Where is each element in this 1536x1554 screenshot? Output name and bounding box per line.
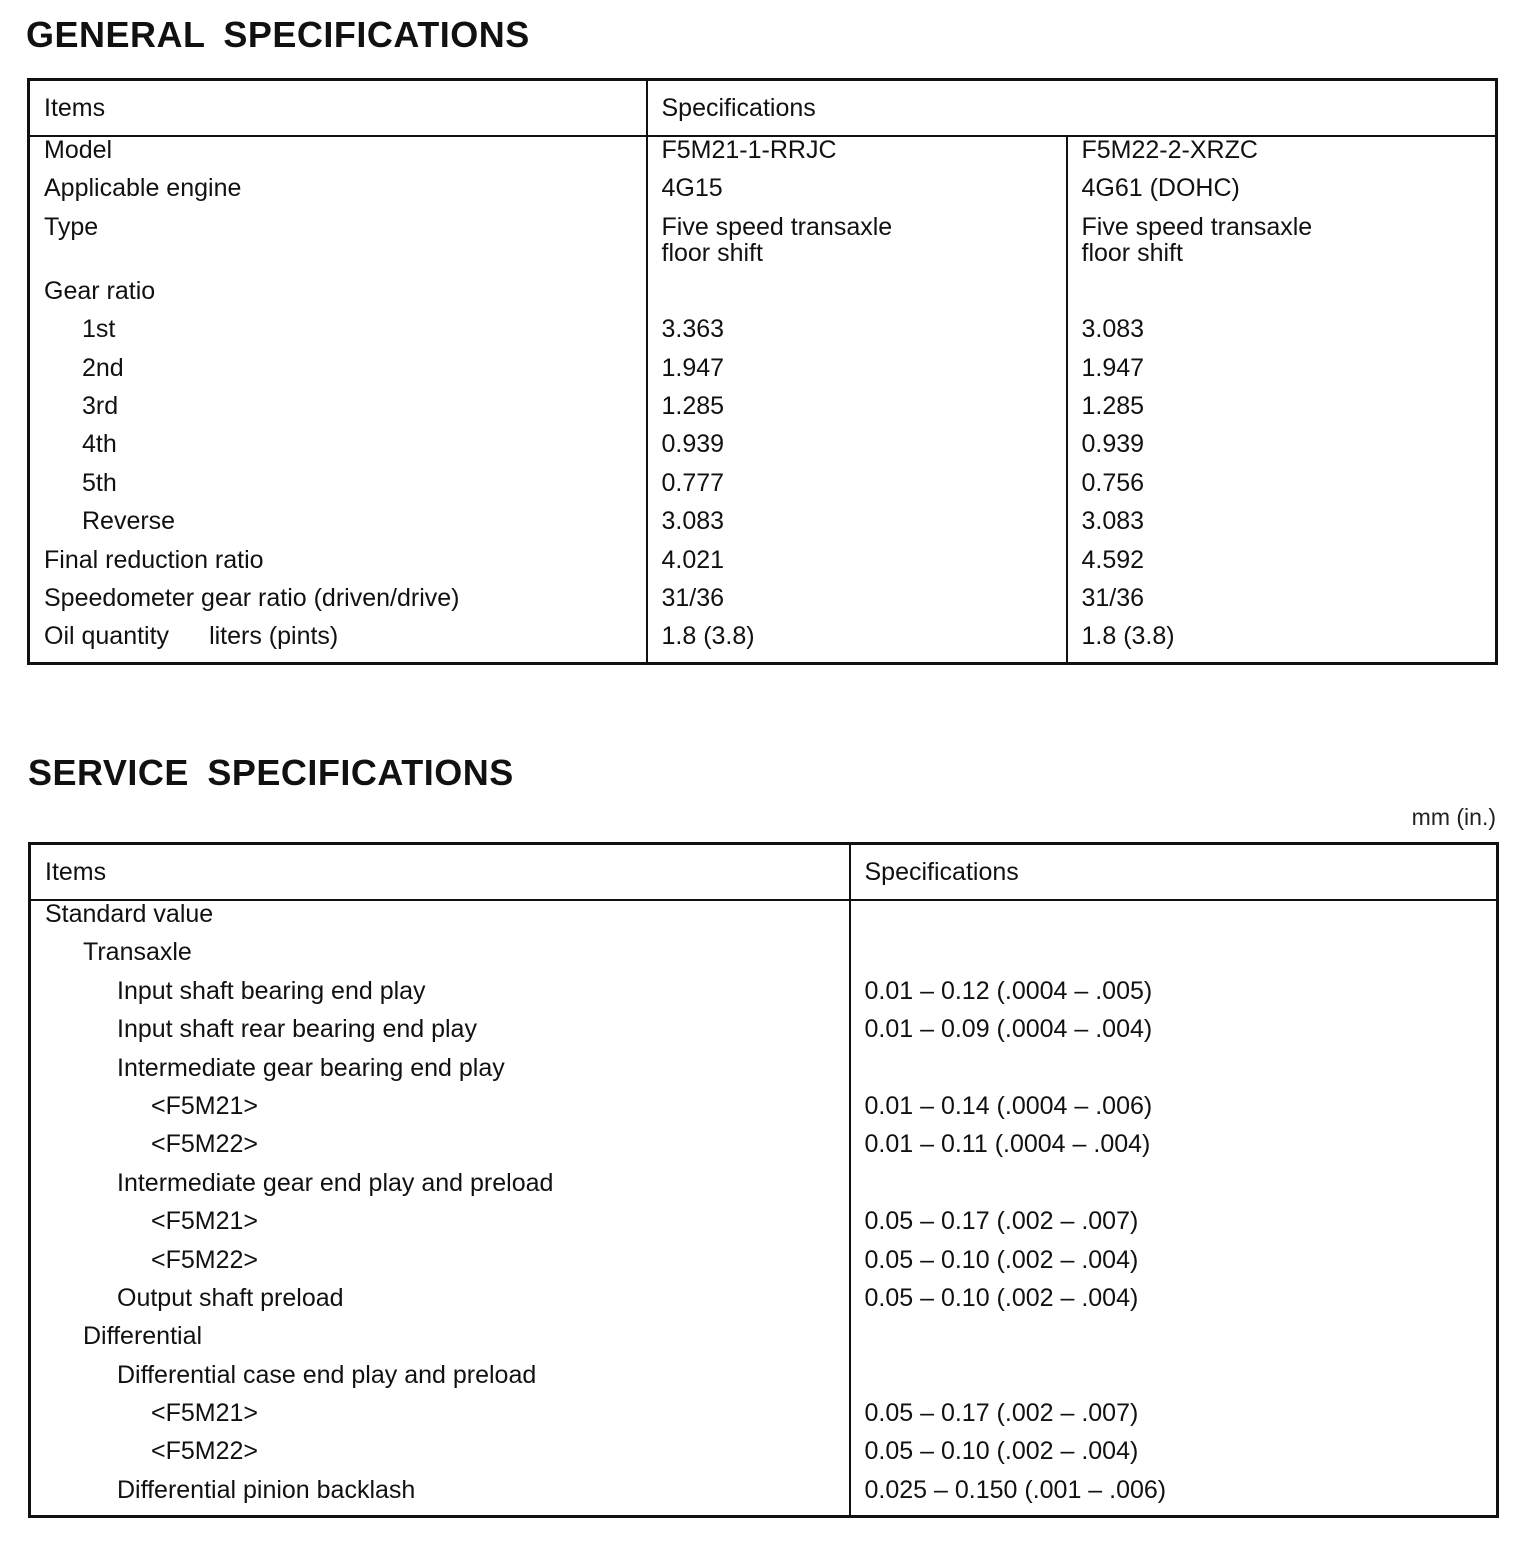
table-row — [30, 1285, 1498, 1323]
row-label: Transaxle — [83, 938, 192, 967]
row-label — [29, 623, 647, 663]
value-f5m22: 31/36 — [1067, 585, 1497, 623]
table-row — [29, 508, 1497, 546]
row-label: Output shaft preload — [117, 1283, 344, 1312]
oil-unit-label: liters (pints) — [209, 622, 339, 651]
specifications-header: Specifications — [850, 844, 1498, 901]
row-value: 0.025 – 0.150 (.001 – .006) — [850, 1477, 1498, 1517]
table-row — [29, 316, 1497, 354]
gear-label: 3rd — [82, 391, 119, 420]
row-label: Differential pinion backlash — [117, 1475, 416, 1504]
value-f5m22: 0.756 — [1067, 470, 1497, 508]
table-row — [30, 1323, 1498, 1361]
table-row — [30, 900, 1498, 939]
value-f5m22 — [1067, 214, 1497, 278]
row-value — [850, 1055, 1498, 1093]
row-label: Applicable engine — [44, 174, 242, 203]
table-header-row — [30, 844, 1498, 901]
table-row — [29, 136, 1497, 175]
value-f5m21: 31/36 — [647, 585, 1067, 623]
row-label: Intermediate gear bearing end play — [117, 1053, 505, 1082]
row-label: Final reduction ratio — [44, 545, 264, 574]
value-f5m22: 4.592 — [1067, 547, 1497, 585]
row-value — [850, 1170, 1498, 1208]
unit-note: mm (in.) — [1411, 804, 1496, 830]
value-f5m21: 0.777 — [647, 470, 1067, 508]
table-row — [29, 623, 1497, 663]
value-f5m21: 1.285 — [647, 393, 1067, 431]
table-row — [30, 1438, 1498, 1476]
table-header-row — [29, 80, 1497, 137]
row-value: 0.05 – 0.17 (.002 – .007) — [850, 1400, 1498, 1438]
row-label: <F5M21> — [151, 1091, 259, 1120]
value-f5m22: 3.083 — [1067, 316, 1497, 354]
row-value: 0.05 – 0.10 (.002 – .004) — [850, 1438, 1498, 1476]
row-label: <F5M21> — [151, 1399, 259, 1428]
row-value — [850, 900, 1498, 939]
row-label: Differential case end play and preload — [117, 1360, 537, 1389]
value-f5m21: 1.8 (3.8) — [647, 623, 1067, 663]
gear-label: Reverse — [82, 507, 176, 536]
table-row — [30, 1208, 1498, 1246]
value-f5m22: 1.8 (3.8) — [1067, 623, 1497, 663]
table-row — [30, 978, 1498, 1016]
table-row — [29, 393, 1497, 431]
table-row — [29, 278, 1497, 316]
value-f5m21: 3.083 — [647, 508, 1067, 546]
row-value — [850, 1362, 1498, 1400]
specifications-header: Specifications — [647, 80, 1497, 137]
general-specifications-title: GENERAL SPECIFICATIONS — [26, 14, 530, 55]
row-value: 0.05 – 0.10 (.002 – .004) — [850, 1285, 1498, 1323]
type-line-2: floor shift — [1081, 239, 1183, 268]
value-f5m21: 3.363 — [647, 316, 1067, 354]
row-label: Differential — [83, 1322, 203, 1351]
table-row — [29, 214, 1497, 278]
table-row — [30, 1247, 1498, 1285]
gear-label: 1st — [82, 315, 116, 344]
table-row — [30, 939, 1498, 977]
value-f5m22: 1.285 — [1067, 393, 1497, 431]
table-row — [29, 547, 1497, 585]
general-specifications-table — [27, 78, 1498, 665]
value-f5m21: F5M21-1-RRJC — [647, 136, 1067, 175]
value-f5m21: 1.947 — [647, 355, 1067, 393]
row-value: 0.05 – 0.17 (.002 – .007) — [850, 1208, 1498, 1246]
row-value — [850, 939, 1498, 977]
table-row — [30, 1400, 1498, 1438]
row-label: Gear ratio — [44, 276, 156, 305]
service-specifications-table — [28, 842, 1499, 1518]
row-label: <F5M22> — [151, 1130, 259, 1159]
table-row — [29, 470, 1497, 508]
row-label: Model — [44, 136, 113, 164]
value-f5m22: F5M22-2-XRZC — [1067, 136, 1497, 175]
value-f5m22: 3.083 — [1067, 508, 1497, 546]
value-f5m22: 0.939 — [1067, 431, 1497, 469]
table-row — [29, 585, 1497, 623]
oil-quantity-label: Oil quantity — [44, 622, 170, 651]
row-label: Speedometer gear ratio (driven/drive) — [44, 583, 460, 612]
gear-label: 5th — [82, 468, 117, 497]
table-row — [30, 1170, 1498, 1208]
row-value: 0.01 – 0.11 (.0004 – .004) — [850, 1131, 1498, 1169]
value-f5m21: 4.021 — [647, 547, 1067, 585]
table-row — [30, 1477, 1498, 1517]
row-label: Standard value — [45, 900, 214, 928]
service-specifications-title: SERVICE SPECIFICATIONS — [28, 752, 514, 793]
table-row — [30, 1131, 1498, 1169]
table-row — [30, 1016, 1498, 1054]
value-f5m22: 1.947 — [1067, 355, 1497, 393]
row-value: 0.01 – 0.12 (.0004 – .005) — [850, 978, 1498, 1016]
gear-label: 2nd — [82, 353, 124, 382]
row-label: Intermediate gear end play and preload — [117, 1168, 554, 1197]
table-row — [29, 355, 1497, 393]
table-row — [30, 1055, 1498, 1093]
items-header: Items — [29, 80, 647, 137]
row-label: <F5M22> — [151, 1437, 259, 1466]
row-label: Input shaft rear bearing end play — [117, 1015, 477, 1044]
value-f5m21 — [647, 214, 1067, 278]
table-row — [29, 431, 1497, 469]
table-row — [30, 1362, 1498, 1400]
row-value: 0.01 – 0.09 (.0004 – .004) — [850, 1016, 1498, 1054]
row-label: <F5M22> — [151, 1245, 259, 1274]
type-line-1: Five speed transaxle — [1081, 212, 1313, 241]
gear-label: 4th — [82, 430, 117, 459]
row-value: 0.05 – 0.10 (.002 – .004) — [850, 1247, 1498, 1285]
row-label: Input shaft bearing end play — [117, 976, 426, 1005]
row-label: <F5M21> — [151, 1207, 259, 1236]
value-f5m21: 4G15 — [647, 175, 1067, 213]
items-header: Items — [30, 844, 850, 901]
table-row — [30, 1093, 1498, 1131]
type-line-2: floor shift — [661, 239, 763, 268]
row-value — [850, 1323, 1498, 1361]
row-label: Type — [44, 212, 99, 241]
value-f5m22: 4G61 (DOHC) — [1067, 175, 1497, 213]
row-value: 0.01 – 0.14 (.0004 – .006) — [850, 1093, 1498, 1131]
table-row — [29, 175, 1497, 213]
type-line-1: Five speed transaxle — [661, 212, 893, 241]
value-f5m21: 0.939 — [647, 431, 1067, 469]
